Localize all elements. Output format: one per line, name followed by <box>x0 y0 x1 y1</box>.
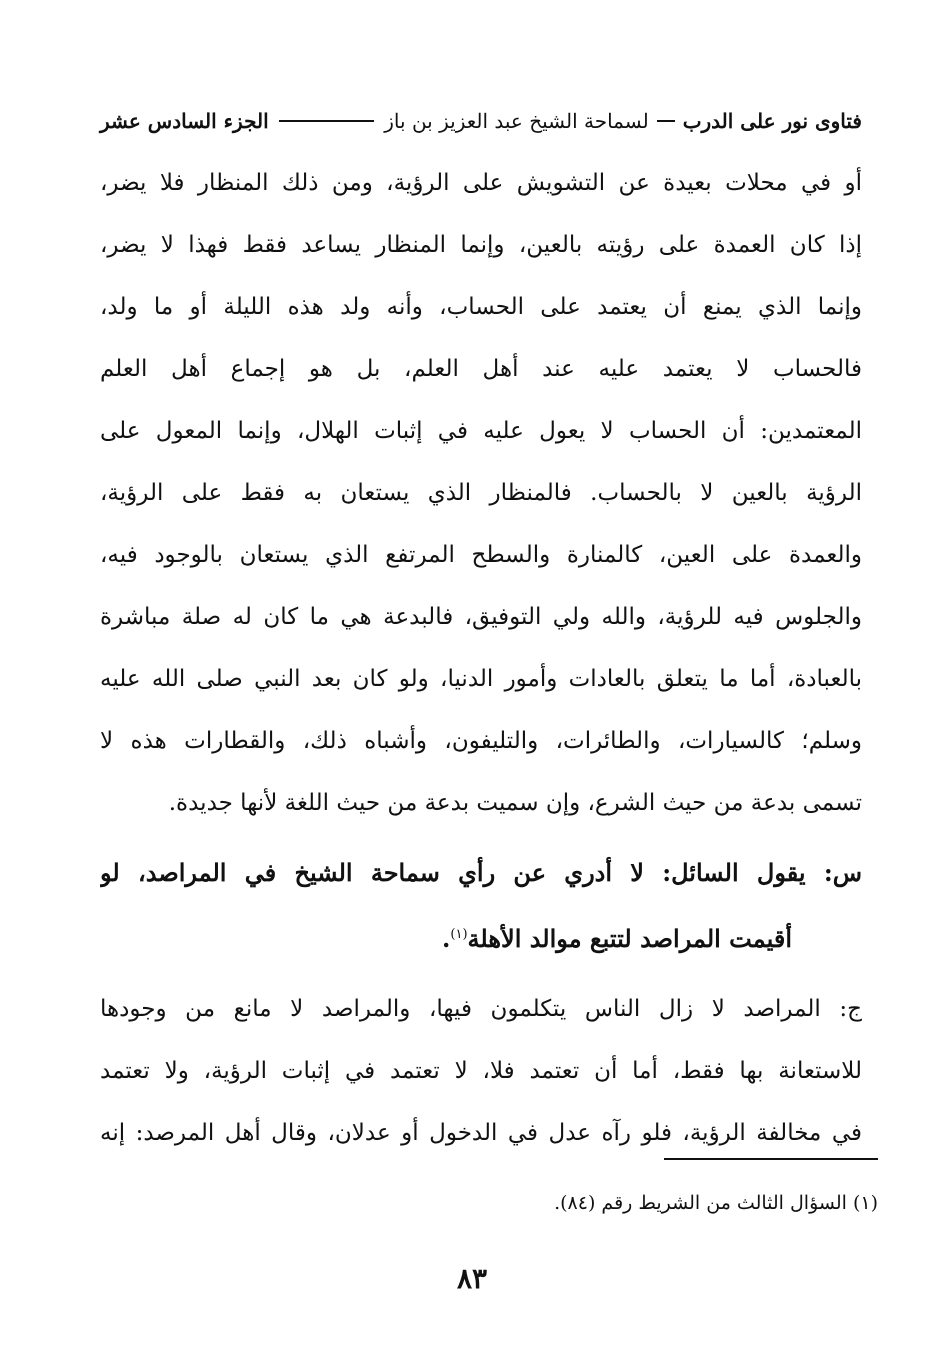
body-line: تسمى بدعة من حيث الشرع، وإن سميت بدعة من حيث اللغة لأنها جديدة. <box>168 790 862 816</box>
header-dash <box>657 120 675 122</box>
footnote-separator <box>664 1158 878 1160</box>
question-line: أقيمت المراصد لتتبع موالد الأهلة$^{(١)}$. <box>442 924 792 953</box>
question-line-text: أقيمت المراصد لتتبع موالد الأهلة <box>467 924 792 953</box>
body-line: وسلم؛ كالسيارات، والطائرات، والتليفون، وأشباه ذلك، والقطارات هذه لا <box>100 728 862 754</box>
answer-line: ج: المراصد لا زال الناس يتكلمون فيها، والمراصد لا مانع من وجودها <box>100 996 862 1022</box>
body-line: والعمدة على العين، كالمنارة والسطح المرتفع الذي يستعان بالوجود فيه، <box>100 542 862 568</box>
body-line: المعتمدين: أن الحساب لا يعول عليه في إثبات الهلال، وإنما المعول على <box>100 418 862 444</box>
running-header <box>100 100 862 142</box>
body-line: بالعبادة، أما ما يتعلق بالعادات وأمور الدنيا، ولو كان بعد النبي صلى الله عليه <box>100 666 862 692</box>
body-line: الرؤية بالعين لا بالحساب. فالمنظار الذي يستعان به فقط على الرؤية، <box>100 480 862 506</box>
body-line: فالحساب لا يعتمد عليه عند أهل العلم، بل هو إجماع أهل العلم <box>100 356 862 382</box>
body-line: والجلوس فيه للرؤية، والله ولي التوفيق، فالبدعة هي ما كان له صلة مباشرة <box>100 604 862 630</box>
header-right <box>384 109 862 133</box>
body-line: إذا كان العمدة على رؤيته بالعين، وإنما المنظار يساعد فقط فهذا لا يضر، <box>100 232 862 258</box>
page-number: ٨٣ <box>456 1262 488 1295</box>
question-line: س: يقول السائل: لا أدري عن رأي سماحة الشيخ في المراصد، لو <box>100 858 862 887</box>
answer-line: في مخالفة الرؤية، فلو رآه عدل في الدخول أو عدلان، وقال أهل المرصد: إنه <box>100 1120 862 1146</box>
header-series-title: فتاوى نور على الدرب <box>682 109 862 133</box>
header-rule <box>279 120 375 122</box>
header-volume: الجزء السادس عشر <box>100 109 269 133</box>
body-text <box>100 152 862 1164</box>
body-line: وإنما الذي يمنع أن يعتمد على الحساب، وأنه ولد هذه الليلة أو ما ولد، <box>100 294 862 320</box>
body-line: أو في محلات بعيدة عن التشويش على الرؤية، ومن ذلك المنظار فلا يضر، <box>100 170 862 196</box>
header-author: لسماحة الشيخ عبد العزيز بن باز <box>384 109 649 133</box>
footnote-reference: (١) <box>450 927 468 942</box>
answer-line: للاستعانة بها فقط، أما أن تعتمد فلا، لا تعتمد في إثبات الرؤية، ولا تعتمد <box>100 1058 862 1084</box>
footnote: (١) السؤال الثالث من الشريط رقم (٨٤). <box>554 1192 878 1214</box>
